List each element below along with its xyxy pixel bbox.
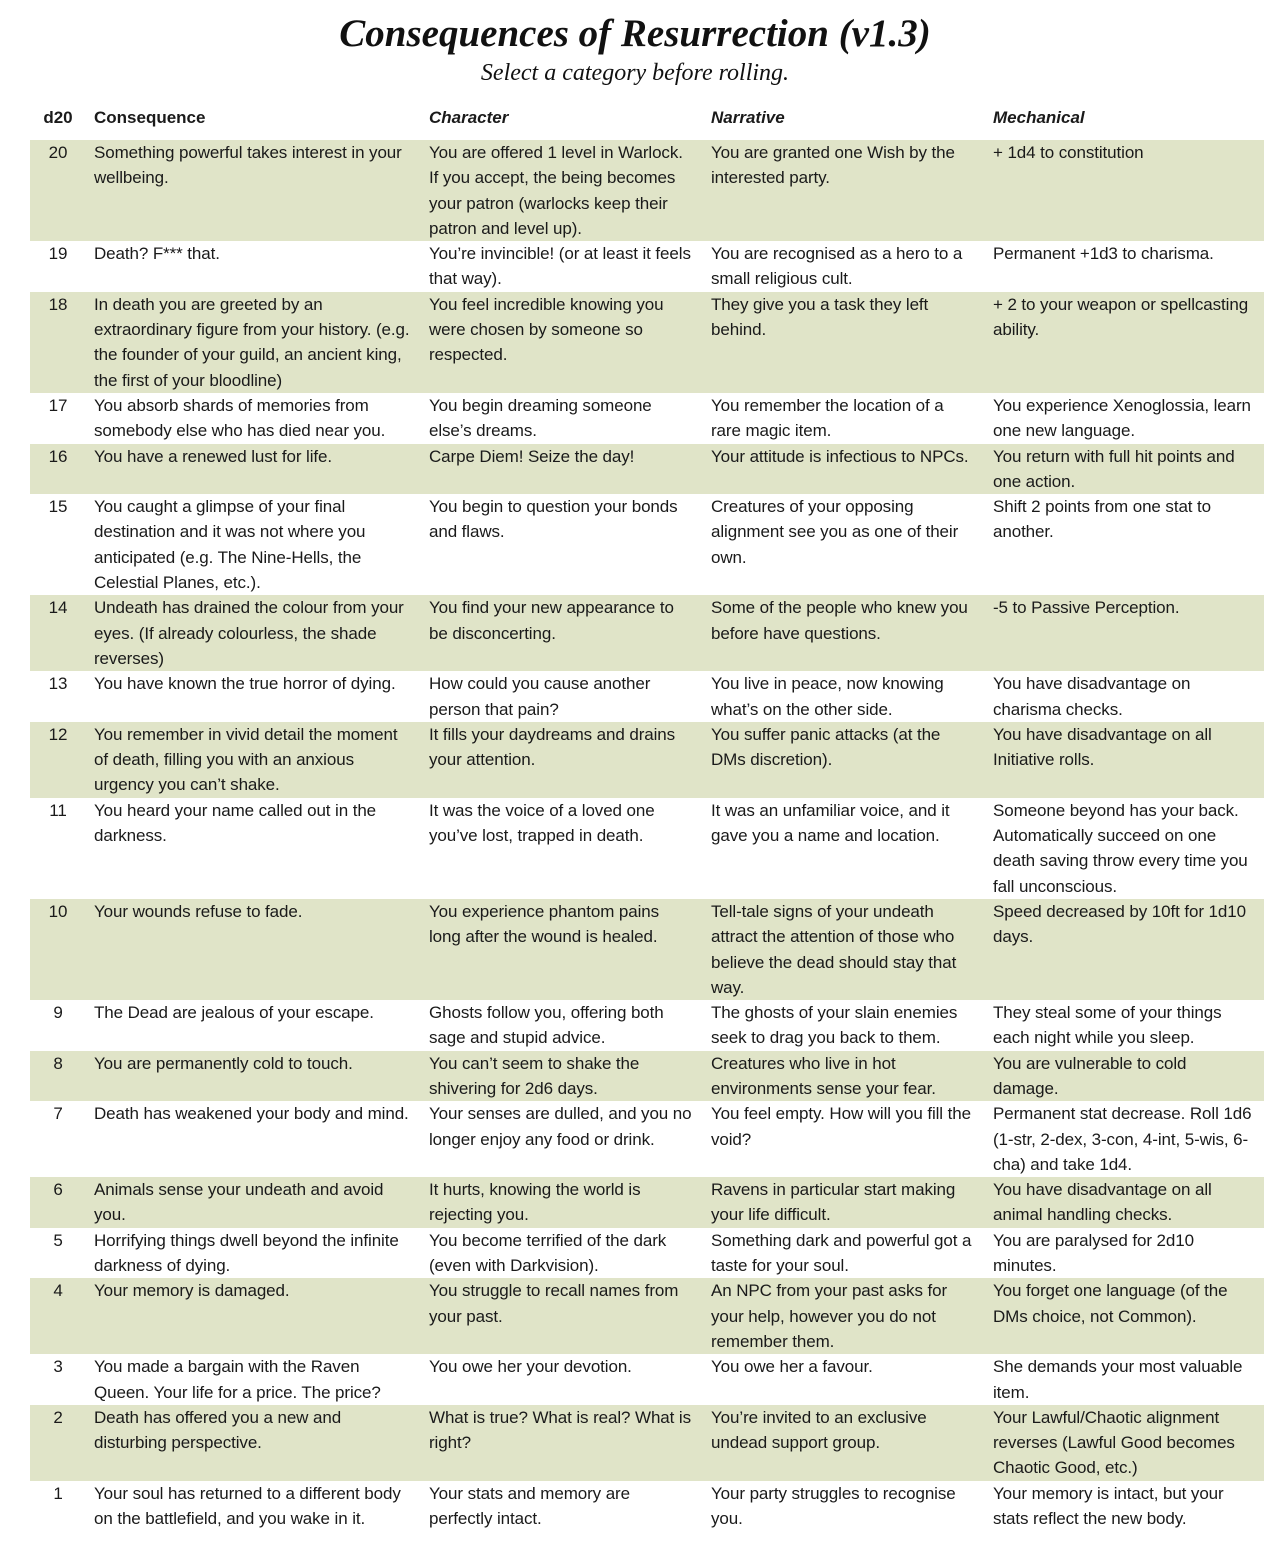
mechanical-cell: You have disadvantage on charisma checks. [993,674,1191,719]
character-cell: You become terrified of the dark (even with Darkvision). [429,1230,667,1276]
consequence-cell: You heard your name called out in the darkness. [94,800,377,846]
table-row [30,1000,1264,1051]
mechanical-cell: She demands your most valuable item. [993,1357,1243,1402]
header-narrative: Narrative [711,108,785,127]
consequence-cell: In death you are greeted by an extraordinary figure from your history. (e.g. the founder of your guild, an ancient king, the first of your bloodline) [86,292,421,393]
roll-number: 5 [53,1230,63,1250]
mechanical-cell: You have disadvantage on all Initiative rolls. [985,722,1264,798]
character-cell: You begin to question your bonds and flaws. [429,497,678,542]
roll-number: 19 [48,244,68,264]
mechanical-cell: Someone beyond has your back. Automatically succeed on one death saving throw every time you fall unconscious. [993,800,1248,896]
roll-number: 6 [30,1177,86,1228]
character-cell: You are offered 1 level in Warlock. If you accept, the being becomes your patron (warlocks keep their patron and level up). [421,140,703,241]
table-row [30,1405,1264,1481]
table-row [30,292,1264,393]
character-cell: You find your new appearance to be disconcerting. [421,595,703,671]
character-cell: What is true? What is real? What is right? [421,1405,703,1481]
character-cell: It was the voice of a loved one you’ve lost, trapped in death. [429,800,655,846]
consequence-cell: Death has offered you a new and disturbing perspective. [86,1405,421,1481]
page-title: Consequences of Resurrection (v1.3) [339,12,931,55]
consequence-cell: You caught a glimpse of your final destination and it was not where you anticipated (e.g. The Nine-Hells, the Celestial Planes, etc.). [94,497,366,593]
narrative-cell: You feel empty. How will you fill the void? [711,1104,971,1149]
narrative-cell: You are granted one Wish by the interested party. [703,140,985,241]
character-cell: You owe her your devotion. [429,1357,632,1377]
consequence-cell: You remember in vivid detail the moment of death, filling you with an anxious urgency you can’t shake. [86,722,421,798]
character-cell: It fills your daydreams and drains your attention. [421,722,703,798]
narrative-cell: You’re invited to an exclusive undead support group. [703,1405,985,1481]
table-row [30,1101,1264,1177]
roll-number: 3 [53,1357,63,1377]
roll-number: 8 [30,1051,86,1102]
narrative-cell: You are recognised as a hero to a small religious cult. [711,244,963,289]
narrative-cell: Your party struggles to recognise you. [711,1483,956,1529]
table-row [30,494,1264,595]
character-cell: It hurts, knowing the world is rejecting you. [421,1177,703,1228]
consequence-cell: Undeath has drained the colour from your eyes. (If already colourless, the shade reverses) [86,595,421,671]
narrative-cell: You suffer panic attacks (at the DMs discretion). [703,722,985,798]
consequence-cell: Horrifying things dwell beyond the infinite darkness of dying. [94,1230,399,1276]
roll-number: 10 [30,899,86,1000]
table-row [30,1481,1264,1532]
character-cell: Your stats and memory are perfectly intact. [429,1483,630,1529]
consequence-cell: Death has weakened your body and mind. [94,1104,409,1124]
consequence-cell: Something powerful takes interest in your wellbeing. [86,140,421,241]
narrative-cell: It was an unfamiliar voice, and it gave you a name and location. [711,800,950,846]
narrative-cell: Ravens in particular start making your life difficult. [703,1177,985,1228]
narrative-cell: An NPC from your past asks for your help, however you do not remember them. [703,1278,985,1354]
narrative-cell: Tell-tale signs of your undeath attract the attention of those who believe the dead should stay that way. [703,899,985,1000]
table-row [30,1177,1264,1228]
roll-number: 18 [30,292,86,393]
table-row [30,798,1264,899]
character-cell: How could you cause another person that pain? [429,674,651,719]
character-cell: You begin dreaming someone else’s dreams. [429,395,652,441]
mechanical-cell: + 2 to your weapon or spellcasting ability. [985,292,1264,393]
narrative-cell: Some of the people who knew you before have questions. [703,595,985,671]
header-consequence: Consequence [94,108,206,127]
mechanical-cell: You return with full hit points and one action. [985,444,1264,495]
roll-number: 1 [53,1483,63,1503]
narrative-cell: Creatures of your opposing alignment see you as one of their own. [711,497,959,567]
header-mechanical: Mechanical [993,108,1085,127]
narrative-cell: Creatures who live in hot environments sense your fear. [703,1051,985,1102]
roll-number: 4 [30,1278,86,1354]
consequence-cell: You made a bargain with the Raven Queen. Your life for a price. The price? [94,1357,381,1402]
character-cell: You feel incredible knowing you were chosen by someone so respected. [421,292,703,393]
table-row [30,1228,1264,1279]
roll-number: 15 [48,497,68,517]
header-d20: d20 [43,108,73,127]
mechanical-cell: Permanent stat decrease. Roll 1d6 (1-str, 2-dex, 3-con, 4-int, 5-wis, 6-cha) and take 1d4. [993,1104,1252,1174]
roll-number: 17 [48,395,68,415]
character-cell: You experience phantom pains long after the wound is healed. [421,899,703,1000]
table-body [30,140,1264,1531]
table-header-row [30,103,1264,140]
table-row [30,1278,1264,1354]
consequence-cell: Death? F*** that. [94,244,220,264]
table-row [30,241,1264,292]
mechanical-cell: You experience Xenoglossia, learn one new language. [993,395,1251,441]
mechanical-cell: -5 to Passive Perception. [985,595,1264,671]
roll-number: 12 [30,722,86,798]
roll-number: 7 [53,1104,63,1124]
mechanical-cell: Shift 2 points from one stat to another. [993,497,1212,542]
roll-number: 14 [30,595,86,671]
character-cell: Ghosts follow you, offering both sage and stupid advice. [429,1003,664,1048]
table-row [30,722,1264,798]
consequences-table [30,103,1264,1531]
narrative-cell: You remember the location of a rare magic item. [711,395,944,441]
mechanical-cell: Your Lawful/Chaotic alignment reverses (Lawful Good becomes Chaotic Good, etc.) [985,1405,1264,1481]
table-row [30,444,1264,495]
consequence-cell: You have known the true horror of dying. [94,674,396,694]
character-cell: You’re invincible! (or at least it feels that way). [429,244,691,289]
table-row [30,1051,1264,1102]
character-cell: Carpe Diem! Seize the day! [421,444,703,495]
mechanical-cell: + 1d4 to constitution [985,140,1264,241]
header-character: Character [429,108,509,127]
narrative-cell: You live in peace, now knowing what’s on the other side. [711,674,944,719]
narrative-cell: They give you a task they left behind. [703,292,985,393]
consequence-cell: The Dead are jealous of your escape. [94,1003,374,1023]
consequence-cell: Animals sense your undeath and avoid you. [86,1177,421,1228]
mechanical-cell: Speed decreased by 10ft for 1d10 days. [985,899,1264,1000]
roll-number: 2 [30,1405,86,1481]
character-cell: You struggle to recall names from your past. [421,1278,703,1354]
mechanical-cell: You forget one language (of the DMs choice, not Common). [985,1278,1264,1354]
roll-number: 13 [48,674,68,694]
mechanical-cell: Your memory is intact, but your stats reflect the new body. [993,1483,1224,1529]
narrative-cell: The ghosts of your slain enemies seek to drag you back to them. [711,1003,958,1048]
character-cell: Your senses are dulled, and you no longer enjoy any food or drink. [429,1104,692,1149]
narrative-cell: Something dark and powerful got a taste for your soul. [711,1230,972,1276]
table-row [30,671,1264,722]
narrative-cell: You owe her a favour. [711,1357,873,1377]
roll-number: 9 [53,1003,63,1023]
mechanical-cell: You are paralysed for 2d10 minutes. [993,1230,1194,1276]
mechanical-cell: They steal some of your things each night while you sleep. [993,1003,1222,1048]
table-row [30,899,1264,1000]
page-subtitle: Select a category before rolling. [480,60,790,86]
mechanical-cell: You have disadvantage on all animal handling checks. [985,1177,1264,1228]
table-row [30,595,1264,671]
roll-number: 11 [49,800,67,820]
consequence-cell: Your wounds refuse to fade. [86,899,421,1000]
consequence-cell: Your memory is damaged. [86,1278,421,1354]
narrative-cell: Your attitude is infectious to NPCs. [703,444,985,495]
mechanical-cell: Permanent +1d3 to charisma. [993,244,1214,264]
roll-number: 20 [30,140,86,241]
table-row [30,1354,1264,1405]
consequence-cell: You are permanently cold to touch. [86,1051,421,1102]
table-row [30,140,1264,241]
mechanical-cell: You are vulnerable to cold damage. [985,1051,1264,1102]
consequence-cell: You absorb shards of memories from somebody else who has died near you. [94,395,386,441]
roll-number: 16 [30,444,86,495]
consequence-cell: Your soul has returned to a different body on the battlefield, and you wake in it. [94,1483,401,1529]
consequence-cell: You have a renewed lust for life. [86,444,421,495]
character-cell: You can’t seem to shake the shivering for 2d6 days. [421,1051,703,1102]
table-row [30,393,1264,444]
